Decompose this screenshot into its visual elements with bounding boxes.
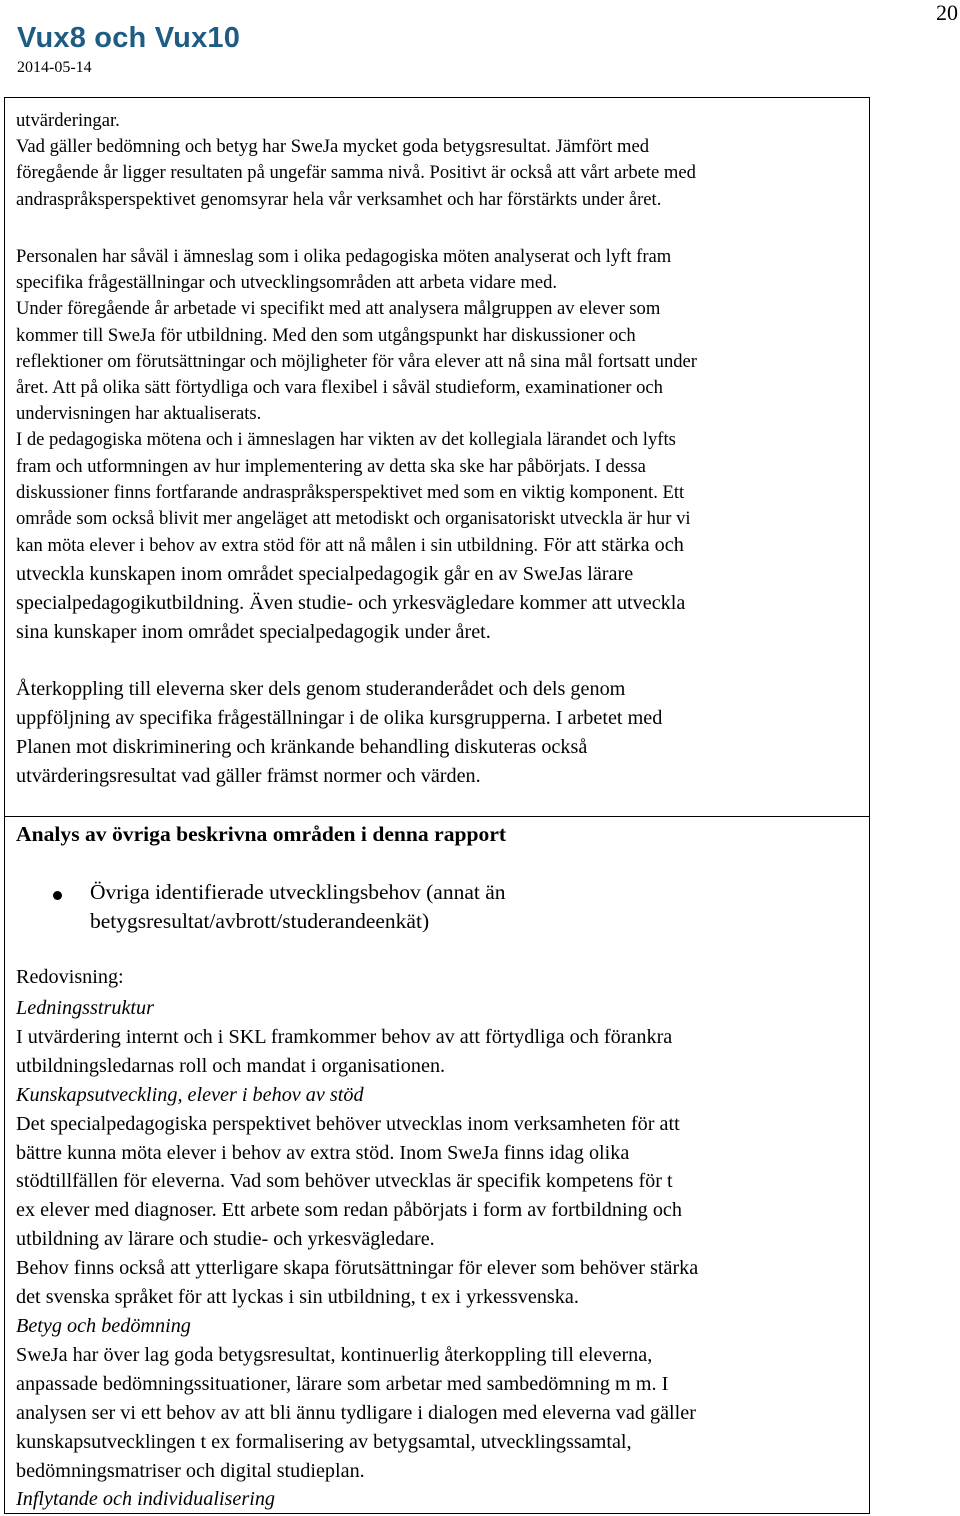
- text-line: Övriga identifierade utvecklingsbehov (annat än: [90, 880, 506, 904]
- text-span: För att stärka och: [538, 534, 684, 557]
- text-line: [16, 532, 697, 559]
- text-line: reflektioner om förutsättningar och möjligheter för våra elever att nå sina mål fortsatt under: [16, 350, 697, 372]
- text-line: utvärderingsresultat vad gäller främst normer och värden.: [16, 764, 481, 787]
- subheading-ledningsstruktur: Ledningsstruktur: [16, 997, 154, 1019]
- text-line: utbildning av lärare och studie- och yrkesvägledare.: [16, 1228, 435, 1251]
- text-line: anpassade bedömningssituationer, lärare som arbetar med sambedömning m m. I: [16, 1372, 669, 1395]
- text-line: utbildningsledarnas roll och mandat i organisationen.: [16, 1054, 446, 1077]
- text-line: diskussioner finns fortfarande andraspråksperspektivet med som en viktig komponent. Ett: [16, 481, 685, 503]
- text-line: kunskapsutvecklingen t ex formalisering av betygsamtal, utvecklingssamtal,: [16, 1430, 632, 1453]
- text-line: fram och utformningen av hur implementering av detta ska ske har påbörjats. I dessa: [16, 455, 646, 477]
- paragraph-staff-analysis: [16, 244, 697, 559]
- subheading-kunskapsutveckling: Kunskapsutveckling, elever i behov av stöd: [16, 1083, 364, 1106]
- bullet-item: [90, 878, 506, 937]
- page-number: 20: [936, 0, 958, 25]
- text-line: bättre kunna möta elever i behov av extra stöd. Inom SweJa finns idag olika: [16, 1141, 630, 1164]
- text-line: Under föregående år arbetade vi specifikt med att analysera målgruppen av elever som: [16, 298, 661, 320]
- text-line: stödtillfällen för eleverna. Vad som behöver utvecklas är specifik kompetens för t: [16, 1170, 673, 1193]
- text-line: Planen mot diskriminering och kränkande behandling diskuteras också: [16, 735, 588, 758]
- text-line: Behov finns också att ytterligare skapa förutsättningar för elever som behöver stärka: [16, 1257, 699, 1280]
- text-line: Personalen har såväl i ämneslag som i olika pedagogiska möten analyserat och lyft fram: [16, 246, 672, 267]
- bullet-icon: [53, 891, 62, 900]
- text-line: andraspråksperspektivet genomsyrar hela vår verksamhet och har förstärkts under året.: [16, 188, 662, 210]
- paragraph-feedback: [16, 675, 662, 791]
- text-line: kommer till SweJa för utbildning. Med den som utgångspunkt har diskussioner och: [16, 324, 636, 346]
- text-line: bedömningsmatriser och digital studieplan.: [16, 1459, 365, 1482]
- text-line: specifika frågeställningar och utvecklingsområden att arbeta vidare med.: [16, 272, 558, 294]
- text-line: I de pedagogiska mötena och i ämneslagen har vikten av det kollegiala lärandet och lyfts: [16, 429, 676, 451]
- text-line: Återkoppling till eleverna sker dels genom studeranderådet och dels genom: [16, 678, 626, 700]
- text-line: föregående år ligger resultaten på ungefär samma nivå. Positivt är också att vårt arbete med: [16, 162, 696, 184]
- text-line: utveckla kunskapen inom området specialpedagogik går en av SweJas lärare: [16, 563, 634, 585]
- text-line: det svenska språket för att lyckas i sin utbildning, t ex i yrkessvenska.: [16, 1286, 579, 1309]
- text-line: året. Att på olika sätt förtydliga och vara flexibel i såväl studieform, examinationer och: [16, 377, 663, 399]
- text-line: betygsresultat/avbrott/studerandeenkät): [90, 909, 430, 934]
- report-body: [16, 994, 698, 1514]
- text-line: SweJa har över lag goda betygsresultat, kontinuerlig återkoppling till eleverna,: [16, 1343, 653, 1366]
- subheading-betyg: Betyg och bedömning: [16, 1314, 191, 1337]
- paragraph-specialpedagogik: [16, 560, 685, 647]
- header-date: 2014-05-14: [17, 59, 92, 76]
- text-line: utvärderingar.: [16, 110, 120, 131]
- text-line: specialpedagogikutbildning. Även studie- och yrkesvägledare kommer att utveckla: [16, 591, 686, 614]
- redovisning-label: Redovisning:: [16, 966, 124, 988]
- text-line: Det specialpedagogiska perspektivet behöver utvecklas inom verksamheten för att: [16, 1112, 680, 1135]
- section-heading: Analys av övriga beskrivna områden i denna rapport: [16, 822, 507, 846]
- text-line: sina kunskaper inom området specialpedagogik under året.: [16, 620, 491, 643]
- text-line: Vad gäller bedömning och betyg har SweJa mycket goda betygsresultat. Jämfört med: [16, 136, 650, 158]
- text-span: kan möta elever i behov av extra stöd för att nå målen i sin utbildning.: [16, 535, 539, 557]
- subheading-inflytande: Inflytande och individualisering: [16, 1488, 276, 1511]
- text-line: ex elever med diagnoser. Ett arbete som redan påbörjats i form av fortbildning och: [16, 1199, 682, 1222]
- text-line: analysen ser vi ett behov av att bli ännu tydligare i dialogen med eleverna vad gäller: [16, 1401, 696, 1424]
- text-line: uppföljning av specifika frågeställningar i de olika kursgrupperna. I arbetet med: [16, 706, 663, 729]
- header-title: Vux8 och Vux10: [17, 22, 241, 54]
- paragraph-evaluation-results: [16, 108, 696, 213]
- text-line: I utvärdering internt och i SKL framkommer behov av att förtydliga och förankra: [16, 1025, 673, 1048]
- text-line: undervisningen har aktualiserats.: [16, 403, 262, 425]
- text-line: område som också blivit mer angeläget att metodiskt och organisatoriskt utveckla är hur vi: [16, 508, 691, 530]
